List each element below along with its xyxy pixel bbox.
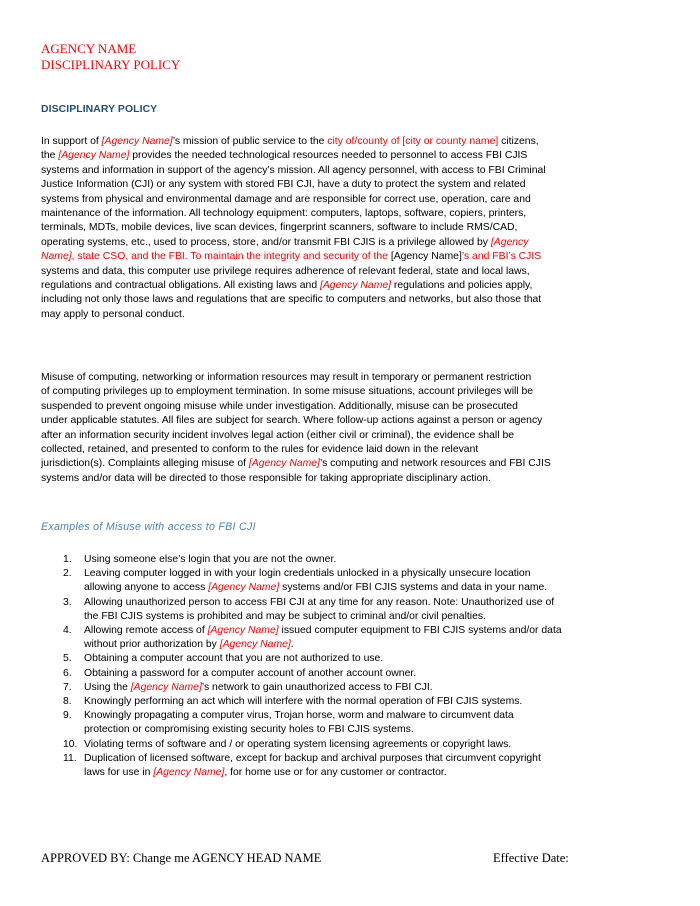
list-item-line (84, 610, 661, 624)
text-run: issued computer equipment to FBI CJIS systems and/or data (278, 625, 562, 637)
agency-placeholder: [Agency Name] (207, 625, 279, 637)
agency-placeholder: ’s and FBI’s CJIS (461, 251, 542, 263)
text-run: Obtaining a password for a computer account of another account owner. (84, 667, 417, 679)
list-number: 7. (63, 681, 72, 693)
list-item-line (84, 553, 661, 567)
agency-placeholder: Name] (41, 251, 72, 263)
text-run: Knowingly performing an act which will interfere with the normal operation of FBI CJIS systems. (84, 696, 523, 708)
text-run: Justice Information (CJI) or any system with stored FBI CJI, have a duty to protect the system and related (41, 179, 526, 191)
text-run: Obtaining a computer account that you are not authorized to use. (84, 653, 384, 665)
list-item-line (84, 567, 661, 581)
paragraph-line (41, 308, 659, 322)
agency-placeholder: [Agency Name] (101, 136, 173, 147)
list-item-line (84, 695, 661, 709)
list-number: 11. (63, 752, 77, 764)
agency-name-header: AGENCY NAME (41, 41, 137, 56)
paragraph-line (41, 400, 659, 414)
agency-placeholder: [Agency Name] (248, 458, 320, 470)
list-number: 1. (63, 554, 72, 565)
paragraph-line (41, 279, 659, 293)
list-number: 6. (63, 667, 72, 679)
list-item (41, 695, 661, 709)
list-item (41, 752, 661, 780)
text-run: systems and data, this computer use privilege requires adherence of relevant federal, state and local laws, (41, 265, 530, 277)
approved-by: APPROVED BY: Change me AGENCY HEAD NAME (41, 851, 322, 865)
effective-date: Effective Date: (493, 851, 569, 865)
paragraph-purpose (41, 135, 659, 322)
examples-list (41, 553, 661, 780)
text-run: Allowing unauthorized person to access FBI CJI at any time for any reason. Note: Unauthorized use of (84, 596, 555, 608)
text-run: laws for use in (84, 767, 154, 779)
text-run: systems from physical and environmental damage and are responsible for correct use, operation, care and (41, 193, 531, 205)
text-run: ’s computing and network resources and FBI CJIS (319, 458, 551, 470)
paragraph-line (41, 149, 659, 163)
paragraph-line (41, 414, 659, 428)
text-run: Using someone else’s login that you are not the owner. (84, 554, 337, 565)
list-number: 3. (63, 596, 72, 608)
agency-placeholder: , state CSO, and the FBI. To maintain the integrity and security of the (71, 251, 391, 263)
paragraph-line (41, 385, 659, 399)
paragraph-line (41, 457, 659, 471)
text-run: may apply to personal conduct. (41, 308, 185, 320)
paragraph-line (41, 265, 659, 279)
paragraph-line (41, 236, 659, 250)
text-run: suspended to prevent ongoing misuse while under investigation. Additionally, misuse can be prosecuted (41, 400, 518, 412)
paragraph-line (41, 221, 659, 235)
text-run: systems and/or data will be directed to those responsible for taking appropriate disciplinary action. (41, 472, 491, 484)
agency-placeholder: [Agency Name] (219, 639, 291, 651)
list-item-line (84, 638, 661, 652)
text-run: In support of (41, 136, 102, 147)
paragraph-line (41, 293, 659, 307)
text-run: without prior authorization by (84, 639, 220, 651)
text-run: ’s mission of public service to the (172, 136, 328, 147)
agency-placeholder: [Agency Name] (208, 582, 280, 594)
paragraph-line (41, 135, 659, 149)
paragraph-line (41, 178, 659, 192)
paragraph-line (41, 207, 659, 221)
list-item-line (84, 681, 661, 695)
text-run: the (41, 150, 59, 162)
text-run: allowing anyone to access (84, 582, 209, 594)
paragraph-line (41, 472, 659, 486)
text-run: regulations and contractual obligations. All existing laws and (41, 280, 320, 292)
list-item (41, 567, 661, 595)
text-run: citizens, (498, 136, 539, 147)
list-item (41, 596, 661, 624)
list-item-line (84, 652, 661, 666)
text-run: Using the (84, 681, 131, 693)
text-run: operating systems, etc., used to process, store, and/or transmit FBI CJIS is a privilege allowed by (41, 236, 491, 248)
agency-placeholder: [Agency Name] (130, 681, 202, 693)
paragraph-line (41, 250, 659, 264)
agency-placeholder: [Agency Name] (58, 150, 130, 162)
text-run: regulations and policies apply, (391, 280, 533, 292)
agency-placeholder: [Agency Name] (153, 767, 225, 779)
text-run: Misuse of computing, networking or information resources may result in temporary or permanent restriction (41, 372, 532, 383)
agency-placeholder: city of/county of [city or county name] (327, 136, 499, 147)
text-run: protection or compromising existing security holes to FBI CJIS systems. (84, 724, 414, 736)
examples-heading: Examples of Misuse with access to FBI CJI (41, 521, 256, 533)
list-item-line (84, 709, 661, 723)
list-item-line (84, 752, 661, 766)
text-run: systems and information in support of the agency’s mission. All agency personnel, with access to FBI Criminal (41, 164, 546, 176)
list-number: 10. (63, 738, 78, 750)
paragraph-line (41, 164, 659, 178)
paragraph-line (41, 443, 659, 457)
list-item (41, 709, 661, 737)
text-run: after an information security incident involves legal action (either civil or criminal), the evidence shall be (41, 429, 514, 441)
agency-placeholder: [Agency (490, 236, 529, 248)
agency-placeholder: [Agency Name] (319, 280, 392, 292)
list-item (41, 624, 661, 652)
paragraph-line (41, 429, 659, 443)
text-run: under applicable statutes. All files are subject for search. Where follow-up actions against a person or agency (41, 415, 543, 427)
text-run: including not only those laws and regulations that are specific to computers and networks, but also those that (41, 294, 542, 306)
text-run: collected, retained, and presented to conform to the rules for evidence laid down in the relevant (41, 444, 479, 456)
paragraph-line (41, 193, 659, 207)
paragraph-line (41, 371, 659, 385)
text-run: [Agency Name] (390, 251, 462, 263)
list-item (41, 553, 661, 567)
list-item-line (84, 766, 661, 780)
list-item-line (84, 624, 661, 638)
list-number: 5. (63, 653, 72, 665)
text-run: jurisdiction(s). Complaints alleging misuse of (41, 458, 249, 470)
list-item (41, 667, 661, 681)
list-item-line (84, 596, 661, 610)
list-item-line (84, 581, 661, 595)
list-number: 9. (63, 710, 72, 722)
text-run: Violating terms of software and / or operating system licensing agreements or copyright laws. (84, 738, 512, 750)
text-run: Duplication of licensed software, except for backup and archival purposes that circumvent copyright (84, 752, 541, 764)
list-item (41, 681, 661, 695)
text-run: systems and/or FBI CJIS systems and data in your name. (279, 582, 548, 594)
text-run: terminals, MDTs, mobile devices, live scan devices, fingerprint scanners, software to include RMS/CAD, (41, 222, 518, 234)
text-run: ’s network to gain unauthorized access to FBI CJI. (201, 681, 433, 693)
text-run: maintenance of the information. All technology equipment: computers, laptops, software, copiers, printers, (41, 208, 527, 220)
text-run: of computing privileges up to employment termination. In some misuse situations, account privileges will be (41, 386, 534, 398)
list-number: 2. (63, 568, 72, 580)
policy-title-header: DISCIPLINARY POLICY (41, 57, 181, 72)
list-item-line (84, 667, 661, 681)
text-run: Allowing remote access of (84, 625, 208, 637)
list-item-line (84, 738, 661, 752)
list-item-line (84, 723, 661, 737)
text-run: Knowingly propagating a computer virus, Trojan horse, worm and malware to circumvent data (84, 710, 514, 722)
list-number: 8. (63, 696, 72, 708)
list-number: 4. (63, 625, 72, 637)
list-item (41, 652, 661, 666)
section-heading: DISCIPLINARY POLICY (41, 104, 158, 115)
text-run: the FBI CJIS systems is prohibited and may be subject to criminal and/or civil penalties. (84, 610, 486, 622)
text-run: , for home use or for any customer or contractor. (224, 767, 447, 779)
list-item (41, 738, 661, 752)
paragraph-misuse (41, 371, 659, 486)
text-run: Leaving computer logged in with your login credentials unlocked in a physically unsecure location (84, 568, 531, 580)
text-run: . (290, 639, 294, 651)
text-run: provides the needed technological resources needed to personnel to access FBI CJIS (129, 150, 528, 162)
